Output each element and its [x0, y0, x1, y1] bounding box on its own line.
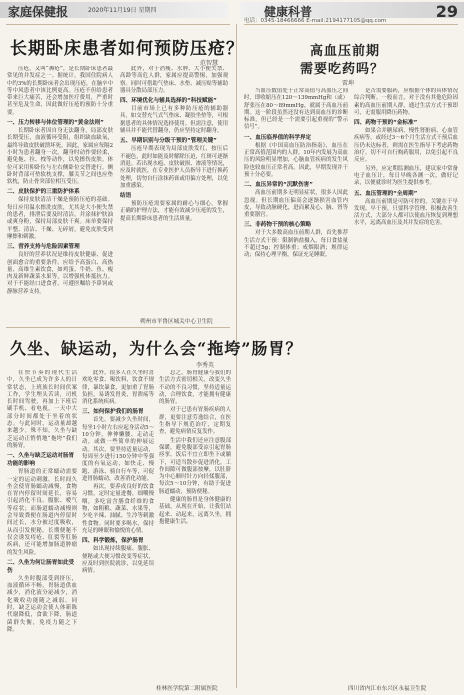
body-paragraph: 目前市场上已有多种防压疮的辅助器具，如交替充气式气垫床、凝胶坐垫等，可根据患者的具体情况选择使用。但需注意，使用辅具并不能代替翻身，仍应坚持定时翻身。: [120, 106, 228, 135]
body-paragraph: 胃肠道的正常蠕动需要一定的运动刺激。长时间久坐会使胃肠蠕动减慢，食物在胃内停留时间延长，容易引起消化不良、腹胀、嗳气等症状；而肠道蠕动减慢则会导致粪便在肠道内停留时间过长，水分被过度吸收，从而引发便秘。长期便秘不仅会诱发痔疮、肛裂等肛肠疾病，还可能增加肠道肿瘤的发生风险。: [7, 469, 77, 556]
section-heading: 三、非药物干预的核心策略: [244, 222, 312, 229]
section-heading: 四、科学锻炼，保护肠胃: [82, 538, 144, 545]
section-heading: 四、药物干预的“金标准”: [354, 120, 418, 127]
body-paragraph: 长期卧床者因自身无法翻身，局部皮肤长期受压，血液循环受阻，组织缺血缺氧，最终导致皮肤破溃坏死。因此，家属应每隔2小时为患者翻身一次，翻身时动作要轻柔，避免拖、拉、拽等动作，以免擦伤皮肤。体位可采用仰卧位与左右侧卧位交替进行，侧卧时背部可垫软枕支撑，膝关节之间也应垫软枕，防止骨突部位相互受压。: [7, 128, 113, 186]
body-paragraph: 如出现持续腹痛、腹胀、便秘或大便习惯改变等症状，应及时到医院就诊，以免延误病情。: [82, 546, 154, 575]
article1-column-2: [120, 66, 228, 312]
section-heading: 一、压力转移与体位管理的“黄金法则”: [7, 120, 104, 127]
article3-title-line1: 高血压前期: [310, 44, 381, 59]
section-heading: 四、环境优化与辅具选择的“科技赋能”: [120, 98, 217, 105]
body-paragraph: 高血压前期是可防可控的，关键在于早发现、早干预。只要科学管理、积极改善生活方式，大部分人都可以使血压恢复到理想水平，远离高血压及其并发症的危害。: [354, 198, 458, 227]
divider: [244, 24, 458, 25]
section-heading: 三、如何保护我们的肠胃: [82, 409, 144, 416]
page-number: 29: [435, 2, 458, 21]
article3-column-2: [354, 88, 458, 678]
article2-title: 久坐、缺运动，为什么会“拖垮”肠胃？: [10, 339, 303, 358]
body-paragraph: 久坐时腹部受到挤压，血液循环不畅，胃肠道供血减少，消化液分泌减少，消化吸收功能随之减弱。同时，缺乏运动会使人体新陈代谢降低，食欲下降，肠道菌群失衡，免疫力随之下降。: [7, 575, 77, 633]
section-title: 健康科普: [264, 5, 313, 19]
section-heading: 三、营养支持与危险因素管理: [7, 244, 80, 251]
body-paragraph: 压疮早期表现为局部皮肤发红，按压后不褪色，此时如能及时解除压迫，红斑可逐渐消退。若出现水疱、皮肤破损、渗液等情况，应及时就医，在专业医护人员指导下进行换药处理，切勿自行涂抹药膏或用偏方处理，以免加重感染。: [120, 146, 228, 189]
body-paragraph: 对于已患有胃肠疾病的人群，更要注意劳逸结合，在医生指导下规范治疗，定期复查，避免病情反复发作。: [159, 407, 231, 436]
body-paragraph: 再次，要养成良好的饮食习惯，定时定量进餐，细嚼慢咽，多吃富含膳食纤维的食物，如粗粮、蔬菜、水果等，少吃辛辣、油腻、生冷等刺激性食物。同时要多喝水，保持充足的睡眠和愉悦的心情。: [82, 484, 154, 534]
body-paragraph: 当血压数值处于正常高值与高血压之间时，即收缩压在120～139mmHg和（或）舒张压在80～89mmHg，就属于高血压前期。这一阶段虽然还没有达到高血压的诊断标准，但已经是一个需要引起重视的“警示信号”。: [244, 88, 348, 131]
section-heading: 一、血压临界值的科学界定: [244, 134, 312, 141]
body-paragraph: 首先，要减少久坐时间，每坐1小时左右应起身活动5～10分钟，伸伸懒腰、走动走动，或做一些简单的伸展运动。其次，要坚持适量运动，每周至少进行150分钟中等强度的有氧运动，如快走、慢跑、游泳、骑自行车等，可促进胃肠蠕动，改善消化功能。: [82, 417, 154, 482]
section-heading: 五、早期识别与分级干预的“管理关键”: [120, 138, 217, 145]
body-paragraph: 压疮，又叫“褥疮”，是长期卧床患者最常见的并发症之一。据统计，我国住院病人中约3%的长期卧床者会出现压疮，在脑卒中等中风患者中该比例更高。压疮不但给患者带来巨大痛苦，还会增加医疗费用，严重时甚至危及生命，因此做好压疮的预防十分重要。: [7, 66, 113, 116]
body-paragraph: 预防压疮需要家属的耐心与细心，掌握正确的护理方法，才能有效减少压疮的发生，提高长期卧床患者的生活质量。: [120, 201, 228, 222]
article1-source: 朔州市平鲁区城关中心卫生院: [140, 319, 213, 325]
section-heading: 一、久坐与缺乏运动对肠胃功能的影响: [7, 453, 75, 468]
section-heading: 结语: [120, 193, 132, 200]
article2-author: 李秀英: [196, 362, 215, 369]
body-paragraph: 此外，很多人在久坐时喜欢吃零食、喝饮料，饮食不规律，暴饮暴食，更加重了胃肠负担，易诱发胃炎、胃溃疡等消化系统疾病。: [82, 370, 154, 406]
article3-title-line2: 需要吃药吗？: [300, 62, 385, 77]
body-paragraph: 在快节奏的现代生活中，久坐已成为许多人的日常状态，上班族长时间伏案工作，学生埋头苦读，司机长时间驾驶，再加上下班后刷手机、看电视，一天中大部分时间都处于坐着的状态。与此同时，运动量却越来越少。殊不知，久坐与缺乏运动正悄悄地“拖垮”我们的肠胃。: [7, 370, 77, 449]
contact-line: 电话：0345-18466666 E-mail:2194177105@qq.com: [244, 18, 387, 24]
section-heading: 二、血压异常的“沉默伤害”: [244, 182, 313, 189]
section-heading: 五、血压管理的“全周期”: [354, 190, 418, 197]
article3-source: 四川省内江市东兴区永福卫生院: [348, 686, 427, 692]
body-paragraph: 根据《中国高血压防治指南》，血压在正常高值范围内的人群，10年内发展为高血压的风险明显增加，心脑血管疾病的发生风险也较血压正常者高。因此，早期发现并干预十分必要。: [244, 142, 348, 178]
page-header: [0, 0, 464, 22]
body-paragraph: 生活中我们还应注意腹部保暖，避免腹部受凉引起胃肠痉挛。饭后不宜立即坐下或躺下，可适当散步促进消化。工作间隙可做腹部按摩，以肚脐为中心顺时针方向轻揉腹部，每次5～10分钟，有助于促进肠道蠕动，预防便秘。: [159, 437, 231, 495]
article2-source: 桂林医学院第二附属医院: [156, 686, 218, 692]
article1-title: 长期卧床患者如何预防压疮？: [10, 39, 244, 59]
issue-date: 2020年11月19日 星期四: [88, 7, 157, 14]
section-heading: 二、皮肤保护的三重防护体系: [7, 189, 80, 196]
body-paragraph: 健康的肠胃是身体健康的基础，从现在开始，让我们站起来、动起来，远离久坐，拥抱健康生活。: [159, 497, 231, 525]
body-paragraph: 另外，应定期监测血压，建议家中常备电子血压计，每日早晚各测一次，做好记录，以便就诊时为医生提供参考。: [354, 165, 458, 187]
article2-column-1: [7, 370, 77, 682]
article2-column-2: [82, 370, 154, 682]
article1-author: 范智慧: [200, 60, 219, 67]
article2-column-3: [159, 370, 231, 674]
body-paragraph: 高血压前期多无明显症状，很多人因此忽视。但长期血压偏高会逐渐损害血管内皮，导致动脉硬化，进而累及心、脑、肾等重要器官。: [244, 190, 348, 219]
newspaper-title: 家庭保健报: [8, 5, 69, 19]
body-paragraph: 对于大多数高血压前期人群，首先推荐生活方式干预：限制钠盐摄入，每日食盐量不超过5g；控制体重；戒烟限酒；规律运动；保持心理平衡，保证充足睡眠。: [244, 230, 348, 259]
section-heading: 二、久坐为何让肠胃如此受伤: [7, 559, 75, 574]
body-paragraph: 保持皮肤清洁干燥是预防压疮的基础。每日应用温水擦洗皮肤，尤其是大小便失禁的患者，排泄后要及时清洁，并涂抹护肤油或爽身粉，保持局部皮肤干爽。床单要保持平整、清洁、干燥、无碎屑，避免皮肤受到摩擦和刺激。: [7, 197, 113, 240]
body-paragraph: 如果合并糖尿病、慢性肾脏病、心血管疾病等，或经过3～6个月生活方式干预后血压仍未达标者，则需在医生指导下考虑药物治疗。切不可自行购药服用，以免引起不良反应。: [354, 128, 458, 164]
body-paragraph: 良好的营养状况是维持皮肤健康、促进创面愈合的重要条件。应给予高蛋白、高热量、高维生素饮食，如鸡蛋、牛奶、鱼、瘦肉及新鲜蔬菜水果等，以增强机体抵抗力。对于不能经口进食者，可遵医嘱给予鼻饲或静脉营养支持。: [7, 252, 113, 295]
body-paragraph: 总之，肠胃健康与我们的生活方式密切相关，改变久坐不动的不良习惯，坚持适量运动，合理饮食，才能拥有健康的肠胃。: [159, 370, 231, 406]
divider: [6, 24, 230, 25]
body-paragraph: 是否需要服药，应根据个体的具体情况综合判断。一般而言，对于没有其他危险因素的高血压前期人群，通过生活方式干预即可，无需服用降压药物。: [354, 88, 458, 116]
article3-author: 雷坤: [342, 80, 355, 87]
article3-column-1: [244, 88, 348, 678]
body-paragraph: 此外，对于消瘦、水肿、大小便失禁、高龄等高危人群，家属应提高警惕，加强观察。同时可借助气垫床、水垫、减压贴等辅助器具分散局部压力。: [120, 66, 228, 94]
article1-column-1: [7, 66, 113, 312]
divider: [6, 327, 230, 328]
